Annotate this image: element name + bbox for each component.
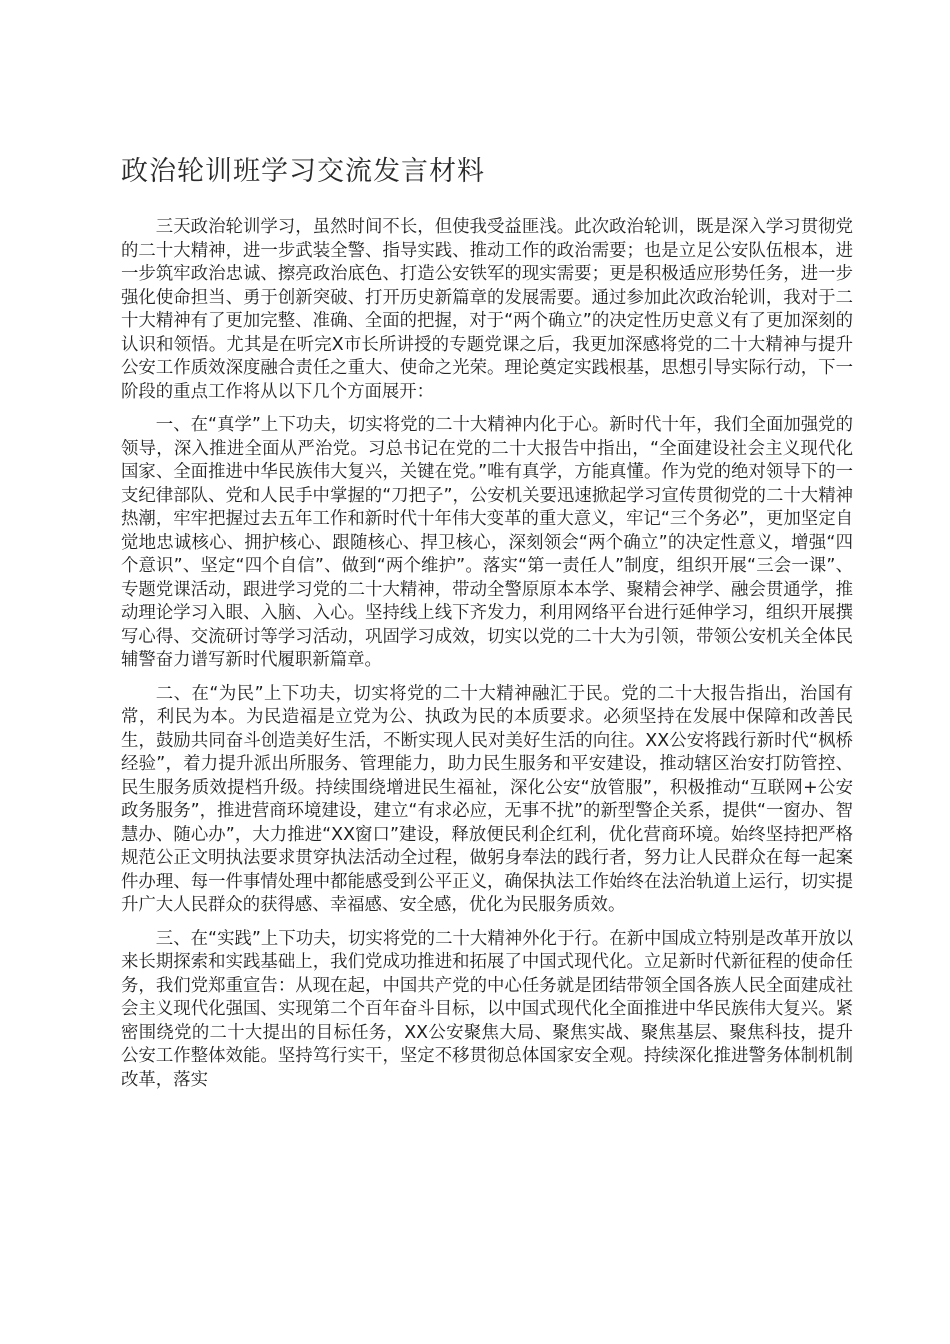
section-one-paragraph: 一、在“真学”上下功夫，切实将党的二十大精神内化于心。新时代十年，我们全面加强党的领导，深入推进全面从严治党。习总书记在党的二十大报告中指出，“全面建设社会主义现代化国家、全面推进中华民族伟大复兴，关键在党。”唯有真学，方能真懂。作为党的绝对领导下的一支纪律部队、党和人民手中掌握的“刀把子”，公安机关要迅速掀起学习宣传贯彻党的二十大精神热潮，牢牢把握过去五年工作和新时代十年伟大变革的重大意义，牢记“三个务必”，更加坚定自觉地忠诚核心、拥护核心、跟随核心、捍卫核心，深刻领会“两个确立”的决定性意义，增强“四个意识”、坚定“四个自信”、做到“两个维护”。落实“第一责任人”制度，组织开展“三会一课”、专题党课活动，跟进学习党的二十大精神，带动全警原原本本学、聚精会神学、融会贯通学，推动理论学习入眼、入脑、入心。坚持线上线下齐发力，利用网络平台进行延伸学习，组织开展撰写心得、交流研讨等学习活动，巩固学习成效，切实以党的二十大为引领，带领公安机关全体民辅警奋力谱写新时代履职新篇章。 <box>121 415 853 670</box>
section-three-paragraph: 三、在“实践”上下功夫，切实将党的二十大精神外化于行。在新中国成立特别是改革开放以来长期探索和实践基础上，我们党成功推进和拓展了中国式现代化。立足新时代新征程的使命任务，我们党郑重宣告：从现在起，中国共产党的中心任务就是团结带领全国各族人民全面建成社会主义现代化强国、实现第二个百年奋斗目标，以中国式现代化全面推进中华民族伟大复兴。紧密围绕党的二十大提出的目标任务，XX公安聚焦大局、聚焦实战、聚焦基层、聚焦科技，提升公安工作整体效能。坚持笃行实干，坚定不移贯彻总体国家安全观。持续深化推进警务体制机制改革，落实 <box>121 928 853 1090</box>
document-title: 政治轮训班学习交流发言材料 <box>121 156 485 187</box>
section-two-paragraph: 二、在“为民”上下功夫，切实将党的二十大精神融汇于民。党的二十大报告指出，治国有常，利民为本。为民造福是立党为公、执政为民的本质要求。必须坚持在发展中保障和改善民生，鼓励共同奋斗创造美好生活，不断实现人民对美好生活的向往。XX公安将践行新时代“枫桥经验”，着力提升派出所服务、管理能力，助力民生服务和平安建设，推动辖区治安打防管控、民生服务质效提档升级。持续围绕增进民生福祉，深化公安“放管服”，积极推动“互联网+公安政务服务”，推进营商环境建设，建立“有求必应，无事不扰”的新型警企关系，提供“一窗办、智慧办、随心办”，大力推进“XX窗口”建设，释放便民利企红利，优化营商环境。始终坚持把严格规范公正文明执法要求贯穿执法活动全过程，做躬身奉法的践行者，努力让人民群众在每一起案件办理、每一件事情处理中都能感受到公平正义，确保执法工作始终在法治轨道上运行，切实提升广大人民群众的获得感、幸福感、安全感，优化为民服务质效。 <box>121 683 853 915</box>
intro-paragraph: 三天政治轮训学习，虽然时间不长，但使我受益匪浅。此次政治轮训，既是深入学习贯彻党的二十大精神，进一步武装全警、指导实践、推动工作的政治需要；也是立足公安队伍根本，进一步筑牢政治忠诚、擦亮政治底色、打造公安铁军的现实需要；更是积极适应形势任务，进一步强化使命担当、勇于创新突破、打开历史新篇章的发展需要。通过参加此次政治轮训，我对于二十大精神有了更加完整、准确、全面的把握，对于“两个确立”的决定性历史意义有了更加深刻的认识和领悟。尤其是在听完X市长所讲授的专题党课之后，我更加深感将党的二十大精神与提升公安工作质效深度融合责任之重大、使命之光荣。理论奠定实践根基，思想引导实际行动，下一阶段的重点工作将从以下几个方面展开： <box>121 217 853 402</box>
document-page <box>121 150 853 1102</box>
